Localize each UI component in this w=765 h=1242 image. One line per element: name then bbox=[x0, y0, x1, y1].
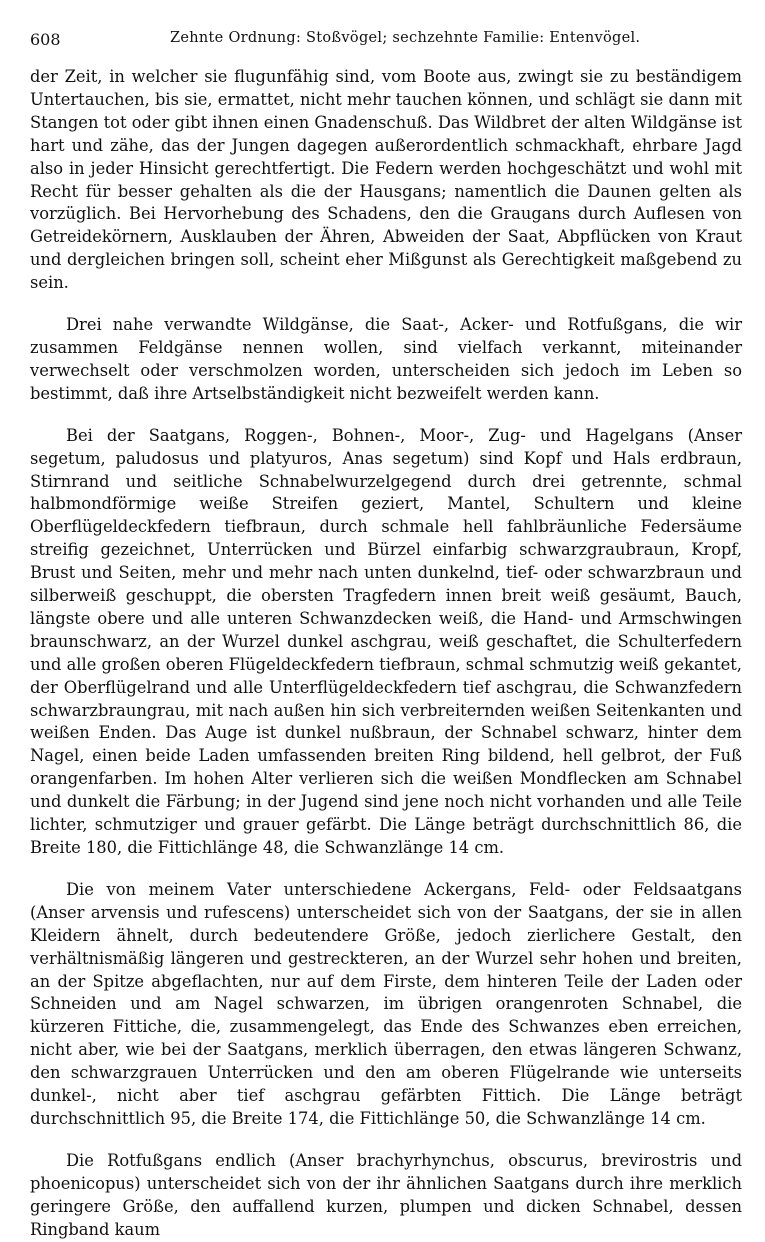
paragraph: Die Rotfußgans endlich (Anser brachyrhynchus, obscurus, brevirostris und phoenicopus) unterscheidet sich von der ihr ähnlichen Saatgans durch ihre merklich geringere Größe, den auffallend kurzen, plumpen und dicken Schnabel, dessen Ringband kaum bbox=[30, 1150, 742, 1239]
paragraph: der Zeit, in welcher sie flugunfähig sind, vom Boote aus, zwingt sie zu beständigem Untertauchen, bis sie, ermattet, nicht mehr tauchen können, und schlägt sie dann mit Stangen tot oder gibt ihnen einen Gnadenschuß. Das Wildbret der alten Wildgänse ist hart und zähe, das der Jungen dagegen außerordentlich schmackhaft, ehrbare Jagd also in jeder Hinsicht gerechtfertigt. Die Federn werden hochgeschätzt und wohl mit Recht für besser gehalten als die der Hausgans; namentlich die Daunen gelten als vorzüglich. Bei Hervorhebung des Schadens, den die Graugans durch Auflesen von Getreidekörnern, Ausklauben der Ähren, Abweiden der Saat, Abpflücken von Kraut und dergleichen bringen soll, scheint eher Mißgunst als Gerechtigkeit maßgebend zu sein. bbox=[30, 67, 742, 293]
paragraph: Drei nahe verwandte Wildgänse, die Saat-, Acker- und Rotfußgans, die wir zusammen Feldgänse nennen wollen, sind vielfach verkannt, miteinander verwechselt oder verschmolzen worden, unterscheiden sich jedoch im Leben so bestimmt, daß ihre Artselbständigkeit nicht bezweifelt werden kann. bbox=[30, 315, 742, 403]
page-header bbox=[30, 28, 740, 52]
page-number: 608 bbox=[30, 30, 61, 49]
running-head: Zehnte Ordnung: Stoßvögel; sechzehnte Familie: Entenvögel. bbox=[170, 30, 641, 46]
paragraph: Die von meinem Vater unterschiedene Ackergans, Feld- oder Feldsaatgans (Anser arvensis und rufescens) unterscheidet sich von der Saatgans, der sie in allen Kleidern ähnelt, durch bedeutendere Größe, jedoch zierlichere Gestalt, den verhältnismäßig längeren und gestreckteren, an der Wurzel sehr hohen und breiten, an der Spitze abgeflachten, nur auf dem Firste, dem hinteren Teile der Laden oder Schneiden und am Nagel schwarzen, im übrigen orangenroten Schnabel, die kürzeren Fittiche, die, zusammengelegt, das Ende des Schwanzes eben erreichen, nicht aber, wie bei der Saatgans, merklich überragen, den etwas längeren Schwanz, den schwarzgrauen Unterrücken und den am oberen Flügelrande wie unterseits dunkel-, nicht aber tief aschgrau gefärbten Fittich. Die Länge beträgt durchschnittlich 95, die Breite 174, die Fittichlänge 50, die Schwanzlänge 14 cm. bbox=[30, 879, 742, 1128]
paragraph: Bei der Saatgans, Roggen-, Bohnen-, Moor-, Zug- und Hagelgans (Anser segetum, paludosus und platyuros, Anas segetum) sind Kopf und Hals erdbraun, Stirnrand und seitliche Schnabelwurzelgegend durch drei getrennte, schmal halbmondförmige weiße Streifen geziert, Mantel, Schultern und kleine Oberflügeldeckfedern tiefbraun, durch schmale hell fahlbräunliche Federsäume streifig gezeichnet, Unterrücken und Bürzel einfarbig schwarzgraubraun, Kropf, Brust und Seiten, mehr und mehr nach unten dunkelnd, tief- oder schwarzbraun und silberweiß geschuppt, die obersten Tragfedern innen breit weiß gesäumt, Bauch, längste obere und alle unteren Schwanzdecken weiß, die Hand- und Armschwingen braunschwarz, an der Wurzel dunkel aschgrau, weiß geschaftet, die Schulterfedern und alle großen oberen Flügeldeckfedern tiefbraun, schmal schmutzig weiß gekantet, der Oberflügelrand und alle Unterflügeldeckfedern tief aschgrau, die Schwanzfedern schwarzbraungrau, mit nach außen hin sich verbreiternden weißen Seitenkanten und weißen Enden. Das Auge ist dunkel nußbraun, der Schnabel schwarz, hinter dem Nagel, einen beide Laden umfassenden breiten Ring bildend, hell gelbrot, der Fuß orangenfarben. Im hohen Alter verlieren sich die weißen Mondflecken am Schnabel und dunkelt die Färbung; in der Jugend sind jene noch nicht vorhanden und alle Teile lichter, schmutziger und grauer gefärbt. Die Länge beträgt durchschnittlich 86, die Breite 180, die Fittichlänge 48, die Schwanzlänge 14 cm. bbox=[30, 425, 742, 857]
body-text bbox=[30, 66, 742, 1242]
